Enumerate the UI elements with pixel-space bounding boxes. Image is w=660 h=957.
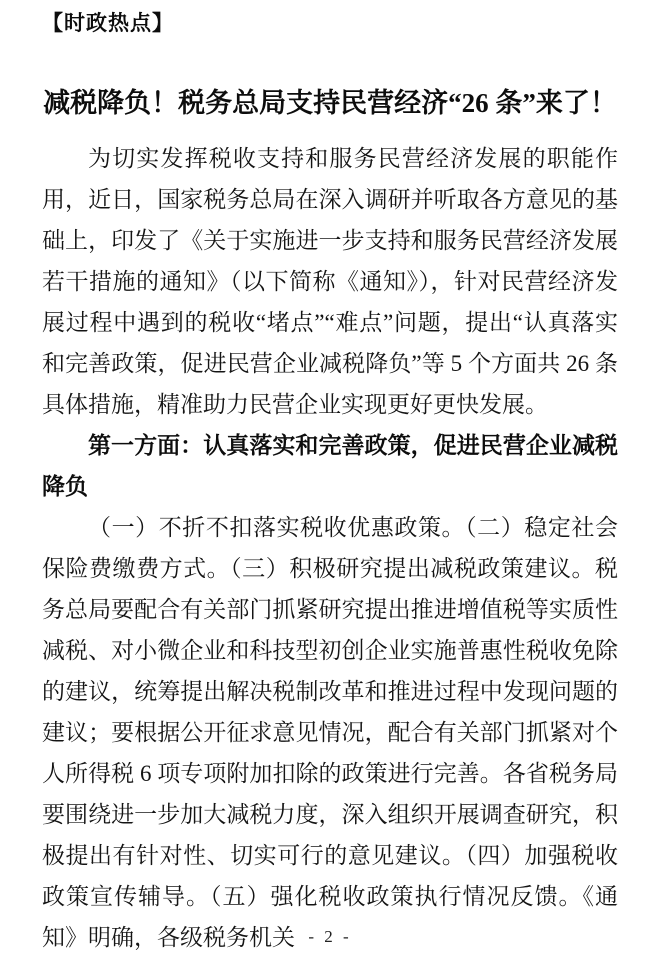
paragraph-intro: 为切实发挥税收支持和服务民营经济发展的职能作用，近日，国家税务总局在深入调研并听取各方意见的基础上，印发了《关于实施进一步支持和服务民营经济发展若干措施的通知》（以下简称《通知》），针对民营经济发展过程中遇到的税收“堵点”“难点”问题，提出“认真落实和完善政策，促进民营企业减税降负”等 5 个方面共 26 条具体措施，精准助力民营企业实现更好更快发展。: [42, 146, 618, 417]
article-title: 减税降负！税务总局支持民营经济“26 条”来了！: [43, 88, 617, 118]
article-body: [42, 138, 618, 957]
section-tag: 【时政热点】: [42, 12, 174, 35]
page-number: - 2 -: [308, 927, 352, 946]
paragraph-measures: （一）不折不扣落实税收优惠政策。（二）稳定社会保险费缴费方式。（三）积极研究提出减税政策建议。税务总局要配合有关部门抓紧研究提出推进增值税等实质性减税、对小微企业和科技型初创企业实施普惠性税收免除的建议，统筹提出解决税制改革和推进过程中发现问题的建议；要根据公开征求意见情况，配合有关部门抓紧对个人所得税 6 项专项附加扣除的政策进行完善。各省税务局要围绕进一步加大减税力度，深入组织开展调查研究，积极提出有针对性、切实可行的意见建议。（四）加强税收政策宣传辅导。（五）强化税收政策执行情况反馈。《通知》明确，各级税务机关: [42, 515, 618, 950]
section-heading: 第一方面：认真落实和完善政策，促进民营企业减税降负: [42, 432, 618, 499]
